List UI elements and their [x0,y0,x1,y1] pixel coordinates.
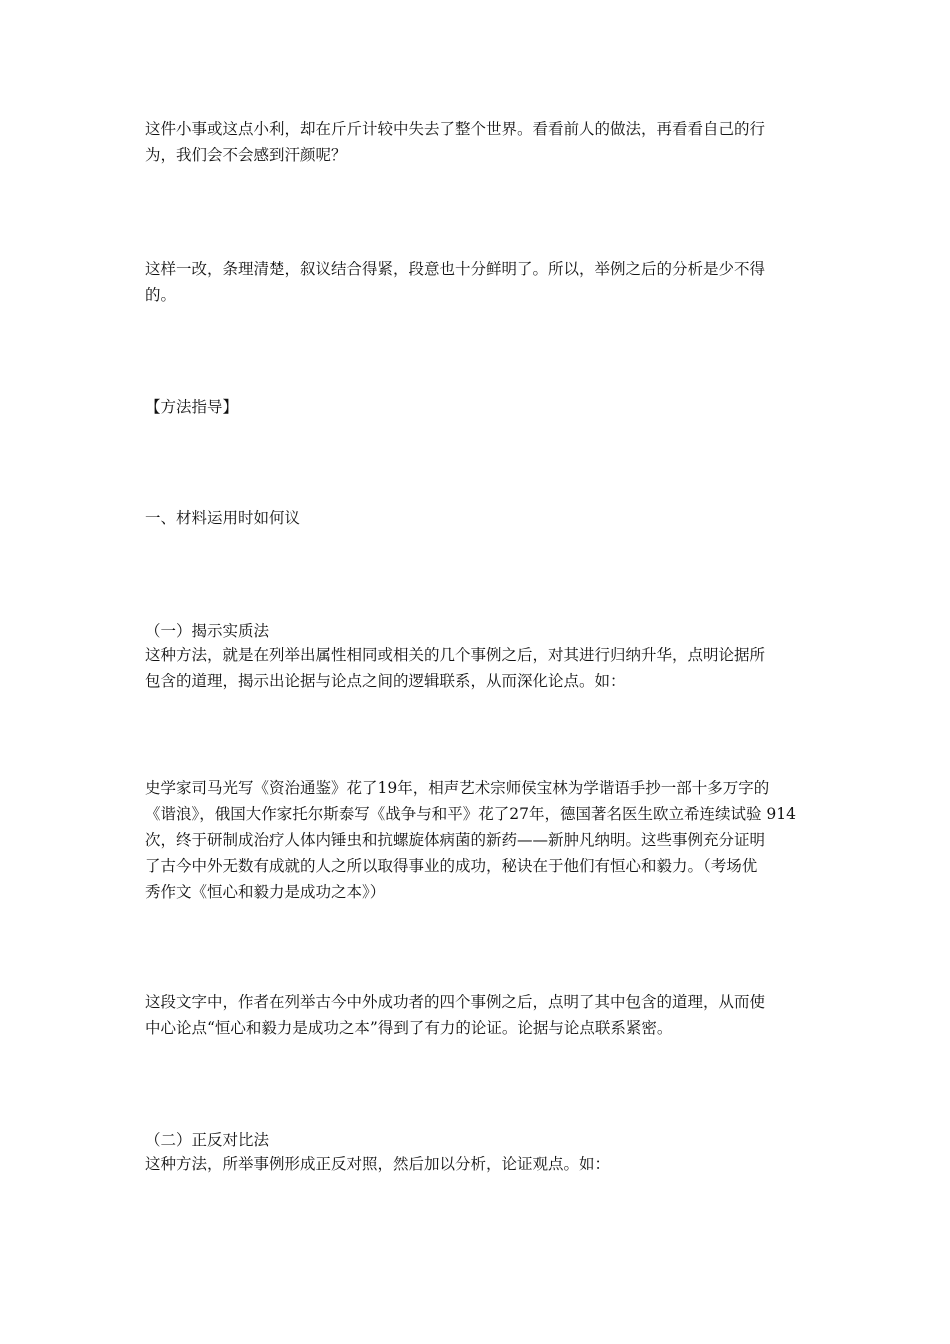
subsection-description [145,1151,815,1177]
text-line: 史学家司马光写《资治通鉴》花了19年，相声艺术宗师侯宝林为学谐语手抄一部十多万字的 [145,779,770,797]
text-line: 这种方法，所举事例形成正反对照，然后加以分析，论证观点。如： [145,1155,611,1173]
text-line: 为，我们会不会感到汗颜呢？ [145,146,347,164]
text-line: 《谐浪》，俄国大作家托尔斯泰写《战争与和平》花了27年，德国著名医生欧立希连续试验 914 [145,805,796,823]
text-line: 了古今中外无数有成就的人之所以取得事业的成功，秘诀在于他们有恒心和毅力。（考场优 [145,857,758,875]
paragraph-conclusion [145,116,815,168]
text-line: 这种方法，就是在列举出属性相同或相关的几个事例之后，对其进行归纳升华，点明论据所 [145,646,766,664]
subsection-description [145,642,815,694]
example-paragraph [145,775,815,905]
subsection-title-reveal-essence: （一）揭示实质法 [145,622,270,640]
text-line: 这样一改，条理清楚，叙议结合得紧，段意也十分鲜明了。所以，举例之后的分析是少不得 [145,260,766,278]
text-line: 这件小事或这点小利，却在斤斤计较中失去了整个世界。看看前人的做法，再看看自己的行 [145,120,766,138]
method-heading: 【方法指导】 [145,398,239,416]
text-line: 包含的道理，揭示出论据与论点之间的逻辑联系，从而深化论点。如： [145,672,626,690]
text-line: 次，终于研制成治疗人体内锤虫和抗螺旋体病菌的新药——新肿凡纳明。这些事例充分证明 [145,831,766,849]
text-line: 的。 [145,286,177,304]
section-heading: 一、材料运用时如何议 [145,509,301,527]
text-line: 中心论点“恒心和毅力是成功之本”得到了有力的论证。论据与论点联系紧密。 [145,1019,673,1037]
subsection-title-contrast: （二）正反对比法 [145,1131,270,1149]
paragraph-revision-note [145,256,815,308]
text-line: 这段文字中，作者在列举古今中外成功者的四个事例之后，点明了其中包含的道理，从而使 [145,993,766,1011]
analysis-paragraph [145,989,815,1041]
text-line: 秀作文《恒心和毅力是成功之本》） [145,883,386,901]
